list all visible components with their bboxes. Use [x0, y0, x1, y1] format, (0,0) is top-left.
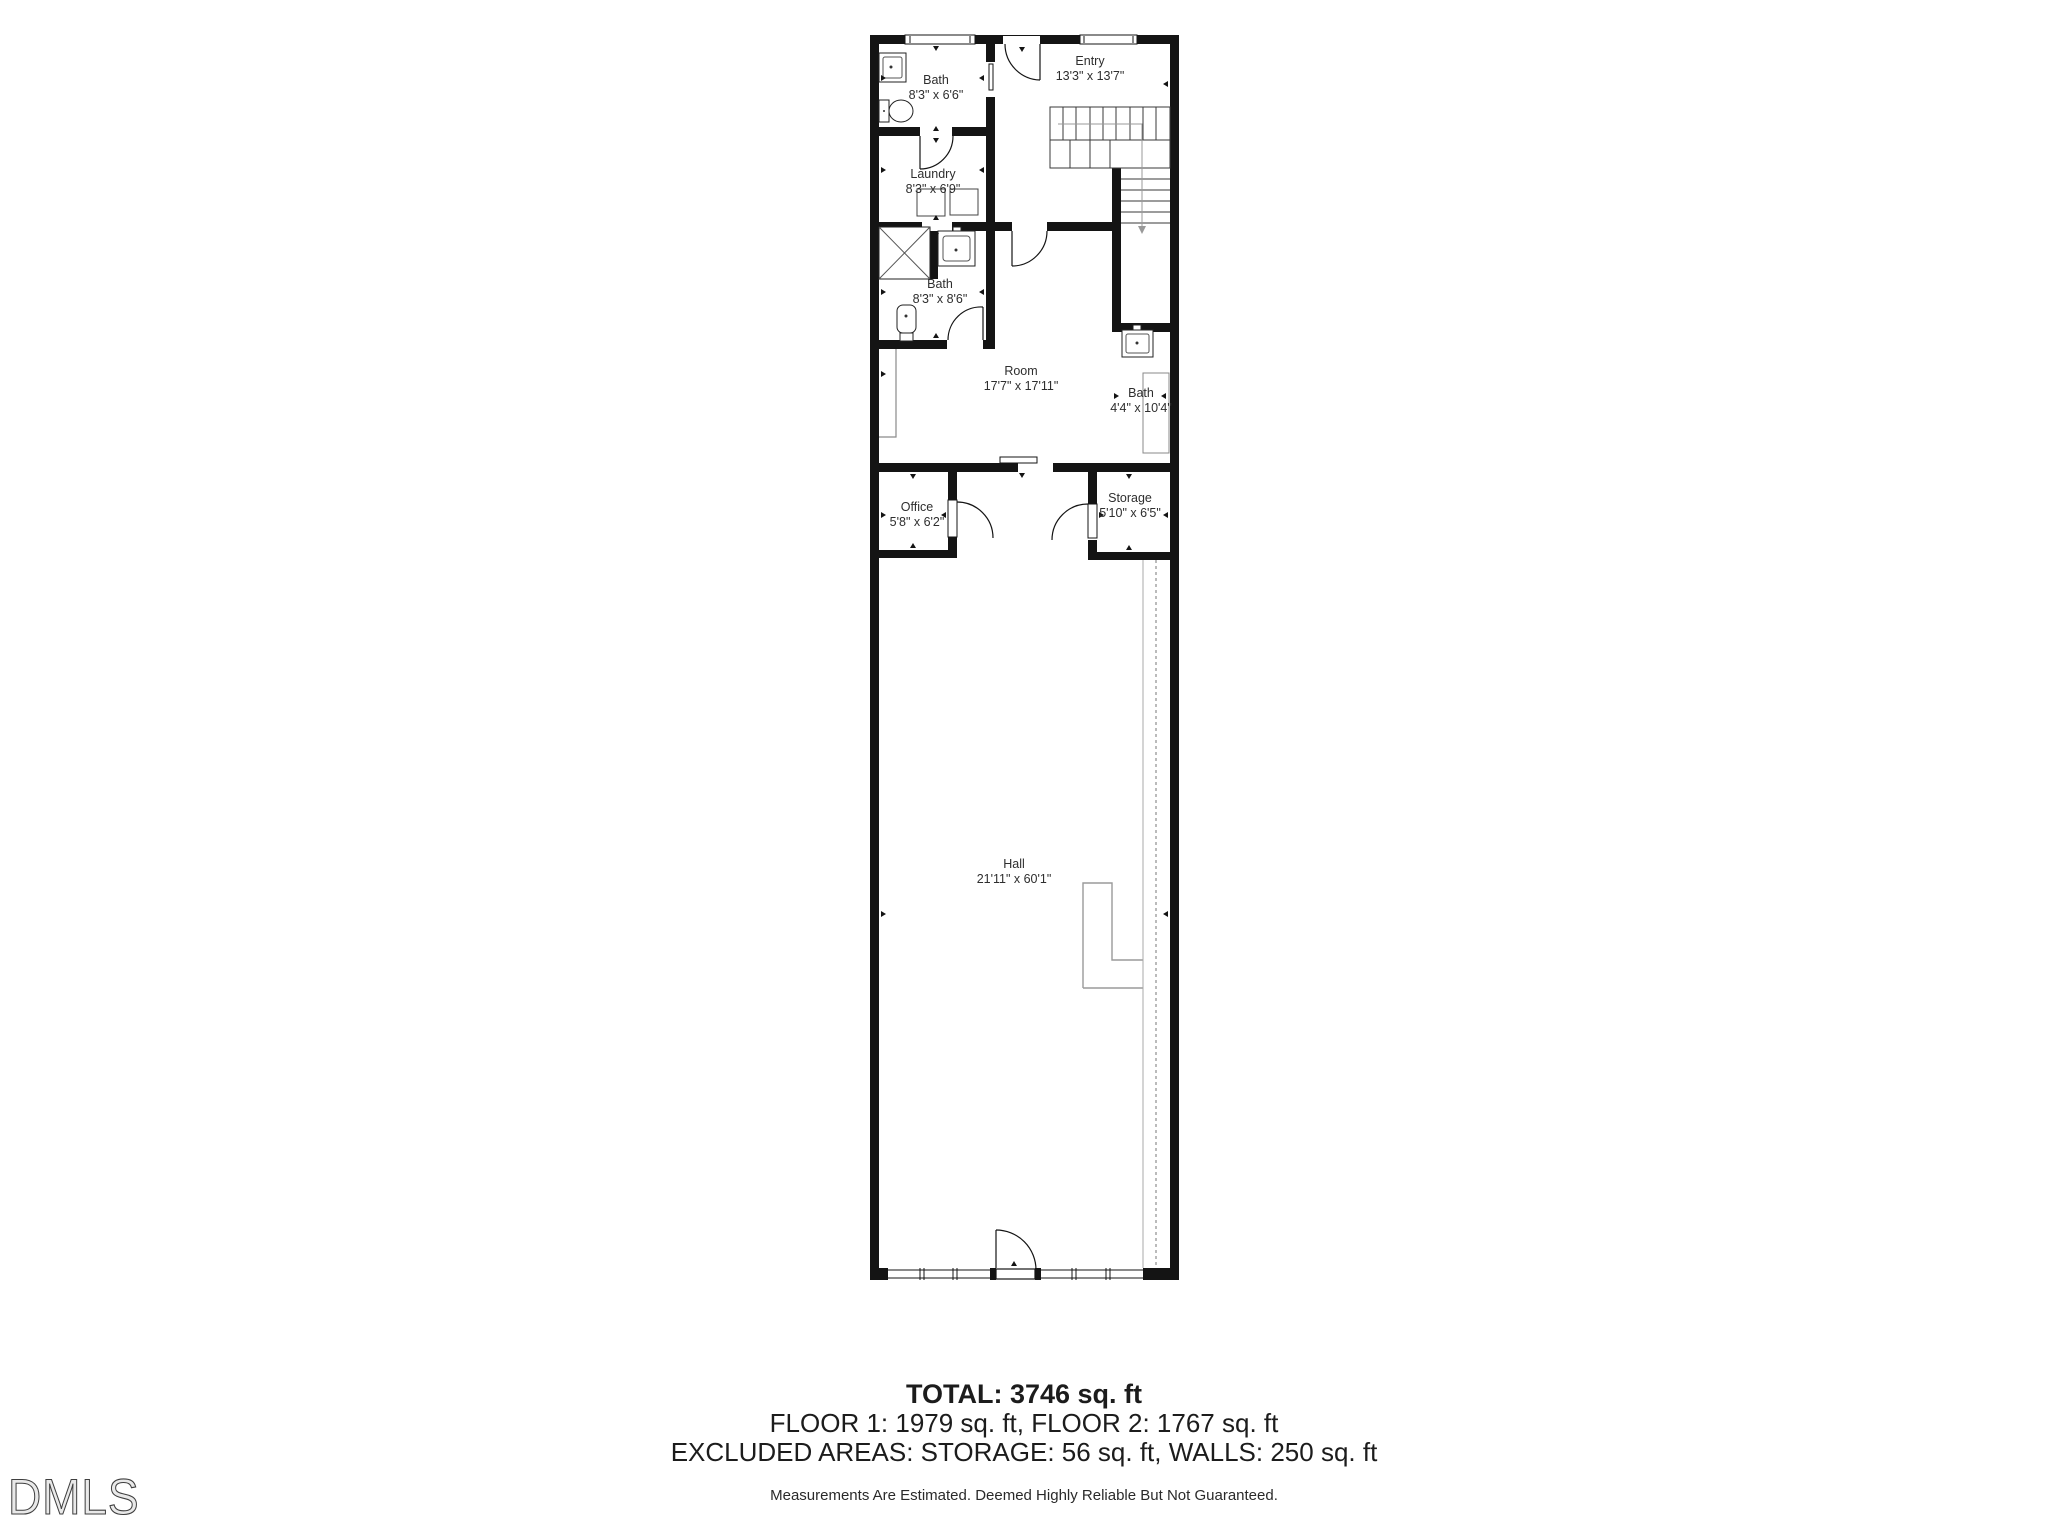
room-dims: 8'3" x 6'9" [905, 182, 961, 196]
room-dims: 17'7" x 17'11" [983, 379, 1059, 393]
stair-down-arrow [1138, 226, 1146, 234]
room-dims: 21'11" x 60'1" [976, 872, 1052, 886]
room-label-laundry [906, 167, 961, 197]
room-dims: 8'3" x 6'6" [908, 88, 964, 102]
room-name: Bath [927, 277, 953, 291]
floor-areas-text: FLOOR 1: 1979 sq. ft, FLOOR 2: 1767 sq. ft [769, 1408, 1279, 1438]
room-name: Office [900, 500, 934, 514]
room-label-hall [977, 857, 1052, 887]
room-label-room [984, 364, 1059, 394]
hall-ramp-outline [1083, 883, 1143, 988]
room-label-bath-upper [909, 73, 964, 103]
room-dims: 5'10" x 6'5" [1099, 506, 1161, 520]
stairs [1050, 107, 1170, 234]
room-label-entry [1056, 54, 1125, 84]
room-name: Entry [1075, 54, 1105, 68]
room-label-bath-right [1110, 386, 1172, 416]
room-dims: 8'3" x 8'6" [912, 292, 968, 306]
room-name: Bath [1128, 386, 1154, 400]
room-dims: 13'3" x 13'7" [1055, 69, 1125, 83]
total-area-text: TOTAL: 3746 sq. ft [905, 1379, 1143, 1409]
thin-lines [879, 349, 1156, 1268]
room-name: Hall [1003, 857, 1025, 871]
dmls-logo: DMLS [8, 1469, 140, 1525]
room-name: Room [1004, 364, 1038, 378]
room-name: Bath [923, 73, 949, 87]
railing [879, 349, 896, 437]
room-name: Laundry [910, 167, 956, 181]
windows [888, 35, 1143, 1280]
excluded-areas-text: EXCLUDED AREAS: STORAGE: 56 sq. ft, WALLS: 250 sq. ft [670, 1437, 1378, 1467]
room-name: Storage [1108, 491, 1152, 505]
room-label-storage [1099, 491, 1161, 521]
room-label-office [890, 500, 945, 530]
room-dims: 4'4" x 10'4" [1110, 401, 1172, 415]
room-dims: 5'8" x 6'2" [889, 515, 945, 529]
toilet-icon [897, 305, 916, 333]
room-label-bath-mid [913, 277, 968, 307]
walls [870, 35, 1179, 1280]
disclaimer-text: Measurements Are Estimated. Deemed Highly Reliable But Not Guaranteed. [770, 1487, 1278, 1504]
